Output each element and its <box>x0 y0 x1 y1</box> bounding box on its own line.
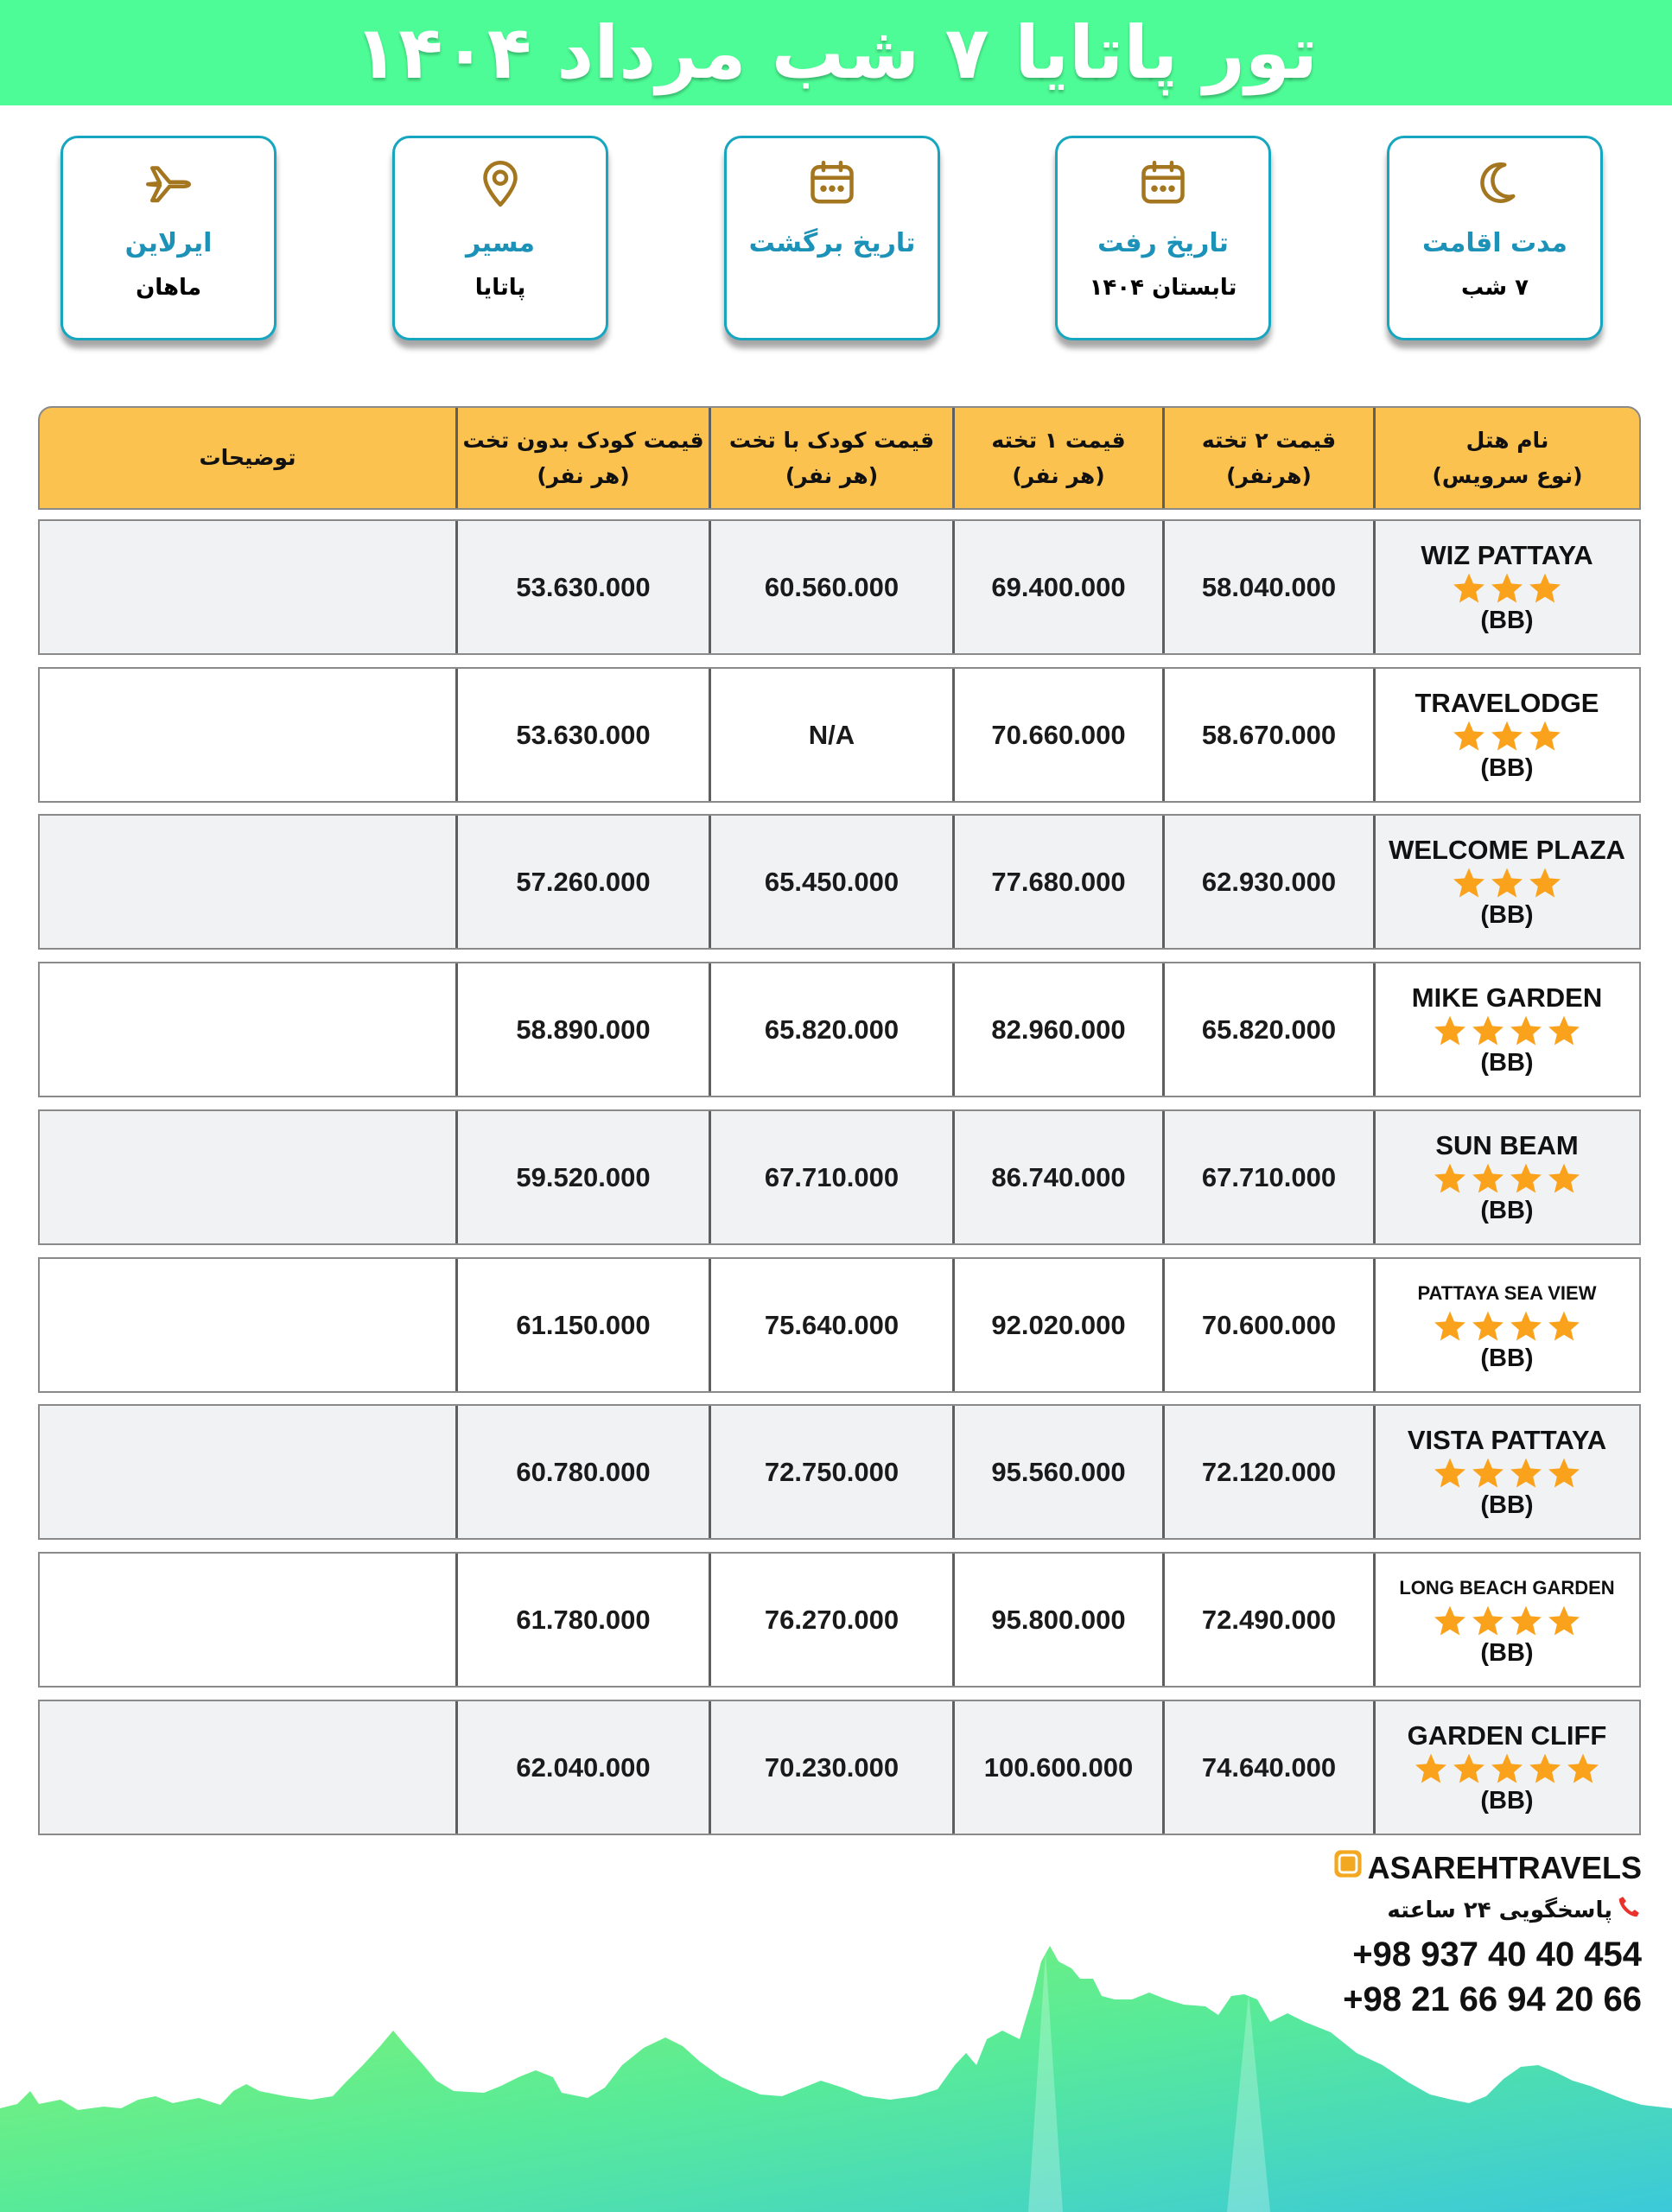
header-child-bed: قیمت کودک با تخت (هر نفر) <box>728 427 935 488</box>
cell-notes <box>40 521 455 653</box>
info-card-label: ایرلاین <box>124 228 213 258</box>
cell-double: 72.490.000 <box>1201 1604 1337 1635</box>
cell-single: 77.680.000 <box>991 866 1126 897</box>
cell-notes <box>40 1406 455 1538</box>
star-icon <box>1489 571 1525 606</box>
info-card-value: ۷ شب <box>1460 275 1529 301</box>
star-icon <box>1470 1309 1506 1344</box>
cell-double: 62.930.000 <box>1201 866 1337 897</box>
cell-double: 58.670.000 <box>1201 719 1337 750</box>
star-rating <box>1431 1309 1583 1344</box>
cell-child-bed: 60.560.000 <box>764 571 900 602</box>
info-card-label: تاریخ برگشت <box>748 228 916 258</box>
cell-hotel <box>1375 1406 1639 1538</box>
header-child-nobed: قیمت کودک بدون تخت (هر نفر) <box>462 427 704 488</box>
info-card-label: تاریخ رفت <box>1097 228 1229 258</box>
table-row <box>38 962 1641 1097</box>
star-icon <box>1546 1014 1582 1048</box>
calendar-icon <box>727 157 938 209</box>
info-card-value: پاتایا <box>474 275 526 301</box>
info-card-value: تابستان ۱۴۰۴ <box>1089 275 1237 301</box>
star-icon <box>1546 1604 1582 1638</box>
table-row <box>38 1109 1641 1245</box>
hotel-name: TRAVELODGE <box>1415 687 1599 718</box>
cell-hotel <box>1375 1701 1639 1834</box>
hotel-name: WIZ PATTAYA <box>1421 539 1593 570</box>
cell-hotel <box>1375 1554 1639 1686</box>
header-notes: توضیحات <box>199 445 296 471</box>
cell-child-bed: 70.230.000 <box>764 1751 900 1783</box>
star-icon <box>1489 719 1525 753</box>
cell-notes <box>40 1111 455 1243</box>
star-icon <box>1508 1604 1544 1638</box>
table-row <box>38 814 1641 950</box>
cell-child-bed: 72.750.000 <box>764 1456 900 1487</box>
star-icon <box>1470 1456 1506 1491</box>
hotel-name: MIKE GARDEN <box>1411 982 1603 1013</box>
cell-child-bed: N/A <box>808 719 855 750</box>
moon-icon <box>1389 157 1600 209</box>
info-card-airline <box>60 136 277 340</box>
star-rating <box>1431 1014 1583 1048</box>
star-icon <box>1432 1456 1468 1491</box>
cell-single: 92.020.000 <box>991 1309 1126 1340</box>
board-type: (BB) <box>1480 1196 1534 1224</box>
cell-notes <box>40 963 455 1096</box>
star-icon <box>1508 1309 1544 1344</box>
cell-child-bed: 65.450.000 <box>764 866 900 897</box>
star-icon <box>1489 866 1525 900</box>
hotel-name: LONG BEACH GARDEN <box>1399 1576 1615 1599</box>
cell-child-nobed: 53.630.000 <box>516 571 651 602</box>
star-icon <box>1527 719 1563 753</box>
star-rating <box>1450 719 1564 753</box>
star-icon <box>1527 1751 1563 1786</box>
info-card-value: ماهان <box>136 275 201 301</box>
info-card-label: مسیر <box>465 228 535 258</box>
star-icon <box>1451 719 1487 753</box>
star-icon <box>1527 866 1563 900</box>
cell-double: 65.820.000 <box>1201 1014 1337 1045</box>
star-icon <box>1470 1604 1506 1638</box>
star-icon <box>1508 1161 1544 1196</box>
cell-hotel <box>1375 521 1639 653</box>
table-row <box>38 519 1641 655</box>
cell-notes <box>40 1259 455 1391</box>
board-type: (BB) <box>1480 1638 1534 1667</box>
cell-notes <box>40 669 455 801</box>
info-card-stay-duration <box>1387 136 1603 340</box>
cell-double: 67.710.000 <box>1201 1161 1337 1192</box>
table-row <box>38 1552 1641 1688</box>
star-icon <box>1470 1161 1506 1196</box>
cell-double: 70.600.000 <box>1201 1309 1337 1340</box>
star-rating <box>1412 1751 1602 1786</box>
calendar-icon <box>1058 157 1268 209</box>
cell-single: 82.960.000 <box>991 1014 1126 1045</box>
board-type: (BB) <box>1480 1048 1534 1077</box>
cell-hotel <box>1375 1111 1639 1243</box>
board-type: (BB) <box>1480 753 1534 782</box>
cell-single: 70.660.000 <box>991 719 1126 750</box>
cell-single: 86.740.000 <box>991 1161 1126 1192</box>
table-header <box>38 406 1641 510</box>
board-type: (BB) <box>1480 1491 1534 1519</box>
cell-child-nobed: 59.520.000 <box>516 1161 651 1192</box>
star-icon <box>1546 1161 1582 1196</box>
star-icon <box>1565 1751 1601 1786</box>
cell-child-bed: 75.640.000 <box>764 1309 900 1340</box>
cell-hotel <box>1375 669 1639 801</box>
cell-child-nobed: 58.890.000 <box>516 1014 651 1045</box>
star-icon <box>1432 1161 1468 1196</box>
page-title: تور پاتایا ۷ شب مرداد ۱۴۰۴ <box>353 10 1319 95</box>
cell-child-bed: 65.820.000 <box>764 1014 900 1045</box>
board-type: (BB) <box>1480 1344 1534 1372</box>
city-skyline-illustration <box>0 1892 1672 2212</box>
hotel-name: GARDEN CLIFF <box>1407 1719 1607 1751</box>
cell-child-nobed: 61.150.000 <box>516 1309 651 1340</box>
star-icon <box>1451 571 1487 606</box>
star-rating <box>1431 1456 1583 1491</box>
star-icon <box>1451 866 1487 900</box>
header-single: قیمت ۱ تخته (هر نفر) <box>991 427 1126 488</box>
header-double: قیمت ۲ تخته (هرنفر) <box>1201 427 1337 488</box>
star-icon <box>1489 1751 1525 1786</box>
cell-hotel <box>1375 963 1639 1096</box>
hotel-name: WELCOME PLAZA <box>1389 834 1625 865</box>
cell-single: 100.600.000 <box>983 1751 1134 1783</box>
star-rating <box>1431 1161 1583 1196</box>
hotel-name: PATTAYA SEA VIEW <box>1417 1281 1597 1304</box>
table-row <box>38 1257 1641 1393</box>
cell-notes <box>40 1701 455 1834</box>
cell-child-bed: 76.270.000 <box>764 1604 900 1635</box>
cell-child-nobed: 53.630.000 <box>516 719 651 750</box>
cell-double: 72.120.000 <box>1201 1456 1337 1487</box>
table-row <box>38 1700 1641 1835</box>
board-type: (BB) <box>1480 606 1534 634</box>
cell-double: 74.640.000 <box>1201 1751 1337 1783</box>
cell-child-nobed: 61.780.000 <box>516 1604 651 1635</box>
cell-double: 58.040.000 <box>1201 571 1337 602</box>
star-icon <box>1508 1014 1544 1048</box>
cell-child-nobed: 60.780.000 <box>516 1456 651 1487</box>
star-icon <box>1508 1456 1544 1491</box>
info-card-label: مدت اقامت <box>1421 228 1568 258</box>
cell-notes <box>40 816 455 948</box>
table-row <box>38 1404 1641 1540</box>
star-icon <box>1546 1456 1582 1491</box>
star-rating <box>1431 1604 1583 1638</box>
instagram-icon <box>1333 1849 1363 1886</box>
cell-single: 69.400.000 <box>991 571 1126 602</box>
star-icon <box>1413 1751 1449 1786</box>
star-icon <box>1546 1309 1582 1344</box>
title-banner <box>0 0 1672 105</box>
star-icon <box>1451 1751 1487 1786</box>
info-card-route <box>392 136 608 340</box>
header-hotel: نام هتل (نوع سرویس) <box>1432 427 1583 488</box>
cell-notes <box>40 1554 455 1686</box>
star-icon <box>1432 1014 1468 1048</box>
cell-hotel <box>1375 816 1639 948</box>
support-24h: پاسخگویی ۲۴ ساعته <box>1387 1894 1642 1926</box>
star-icon <box>1470 1014 1506 1048</box>
phone-number-mobile[interactable]: +98 937 40 40 454 <box>1352 1936 1642 1974</box>
star-icon <box>1432 1309 1468 1344</box>
cell-single: 95.560.000 <box>991 1456 1126 1487</box>
instagram-handle: ASAREHTRAVELS <box>1333 1849 1642 1886</box>
cell-hotel <box>1375 1259 1639 1391</box>
star-rating <box>1450 866 1564 900</box>
hotel-name: SUN BEAM <box>1435 1129 1579 1160</box>
info-card-departure-date <box>1055 136 1271 340</box>
cell-child-bed: 67.710.000 <box>764 1161 900 1192</box>
board-type: (BB) <box>1480 1786 1534 1815</box>
star-rating <box>1450 571 1564 606</box>
cell-child-nobed: 57.260.000 <box>516 866 651 897</box>
hotel-name: VISTA PATTAYA <box>1407 1424 1607 1455</box>
star-icon <box>1527 571 1563 606</box>
phone-number-landline[interactable]: +98 21 66 94 20 66 <box>1343 1980 1642 2018</box>
table-row <box>38 667 1641 803</box>
info-card-return-date <box>724 136 940 340</box>
cell-child-nobed: 62.040.000 <box>516 1751 651 1783</box>
cell-single: 95.800.000 <box>991 1604 1126 1635</box>
board-type: (BB) <box>1480 900 1534 929</box>
star-icon <box>1432 1604 1468 1638</box>
airplane-icon <box>63 157 274 209</box>
location-pin-icon <box>395 157 606 209</box>
